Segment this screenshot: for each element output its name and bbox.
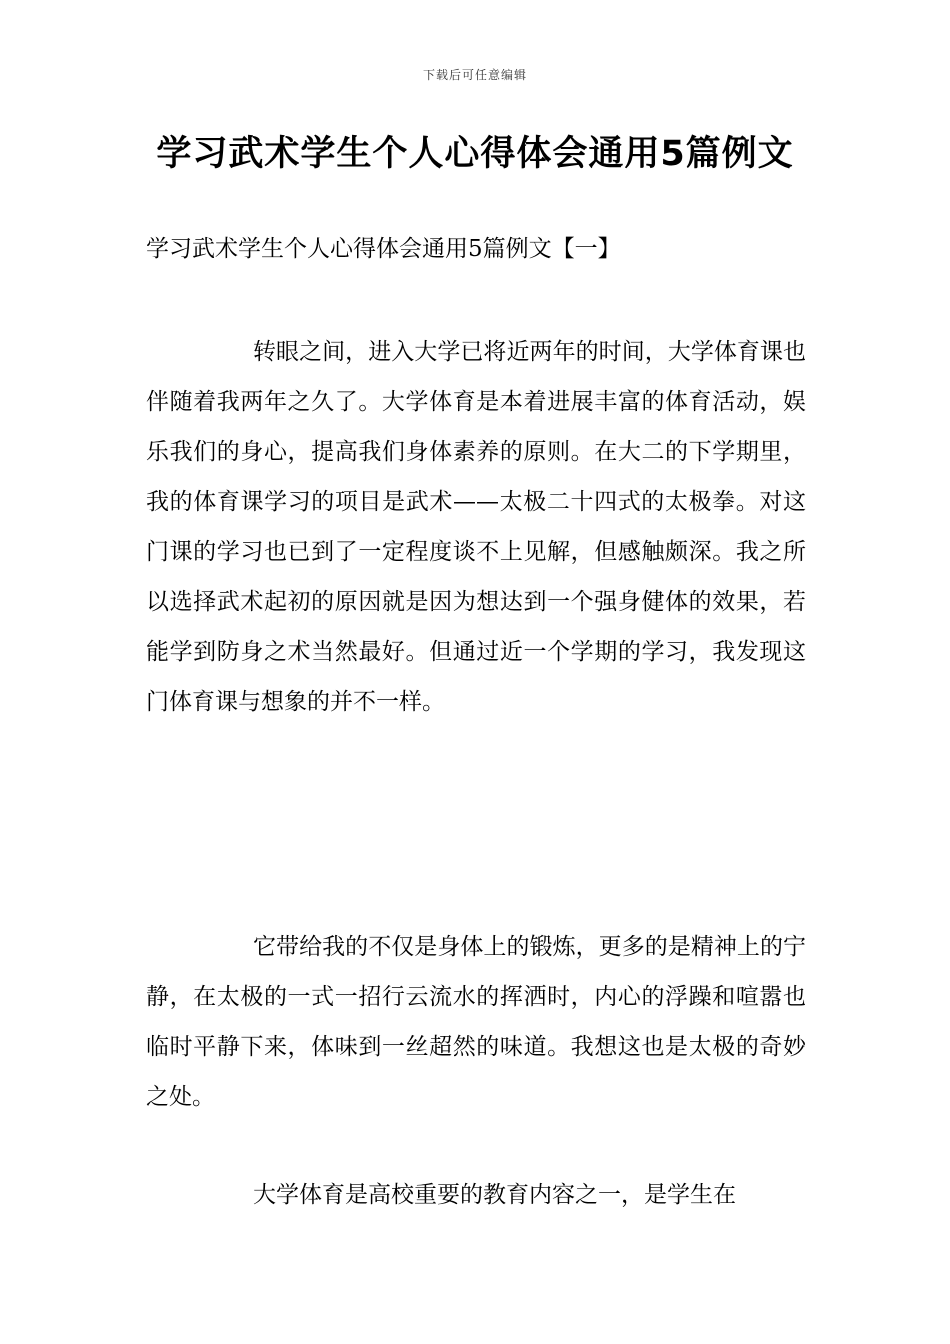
page-header-note: 下载后可任意编辑 [422,68,527,82]
paragraph-2: 它带给我的不仅是身体上的锻炼，更多的是精神上的宁静，在太极的一式一招行云流水的挥洒时，内心的浮躁和喧嚣也临时平静下来，体味到一丝超然的味道。我想这也是太极的奇妙之处。 [146,934,806,1110]
paragraph-1: 转眼之间，进入大学已将近两年的时间，大学体育课也伴随着我两年之久了。大学体育是本着进展丰富的体育活动，娱乐我们的身心，提高我们身体素养的原则。在大二的下学期里，我的体育课学习的项目是武术——太极二十四式的太极拳。对这门课的学习也已到了一定程度谈不上见解，但感触颇深。我之所以选择武术起初的原因就是因为想达到一个强身健体的效果，若能学到防身之术当然最好。但通过近一个学期的学习，我发现这门体育课与想象的并不一样。 [146,339,806,715]
paragraph-3: 大学体育是高校重要的教育内容之一，是学生在 [253,1182,736,1208]
document-title: 学习武术学生个人心得体会通用5篇例文 [156,134,794,174]
section-heading: 学习武术学生个人心得体会通用5篇例文【一】 [146,236,621,262]
